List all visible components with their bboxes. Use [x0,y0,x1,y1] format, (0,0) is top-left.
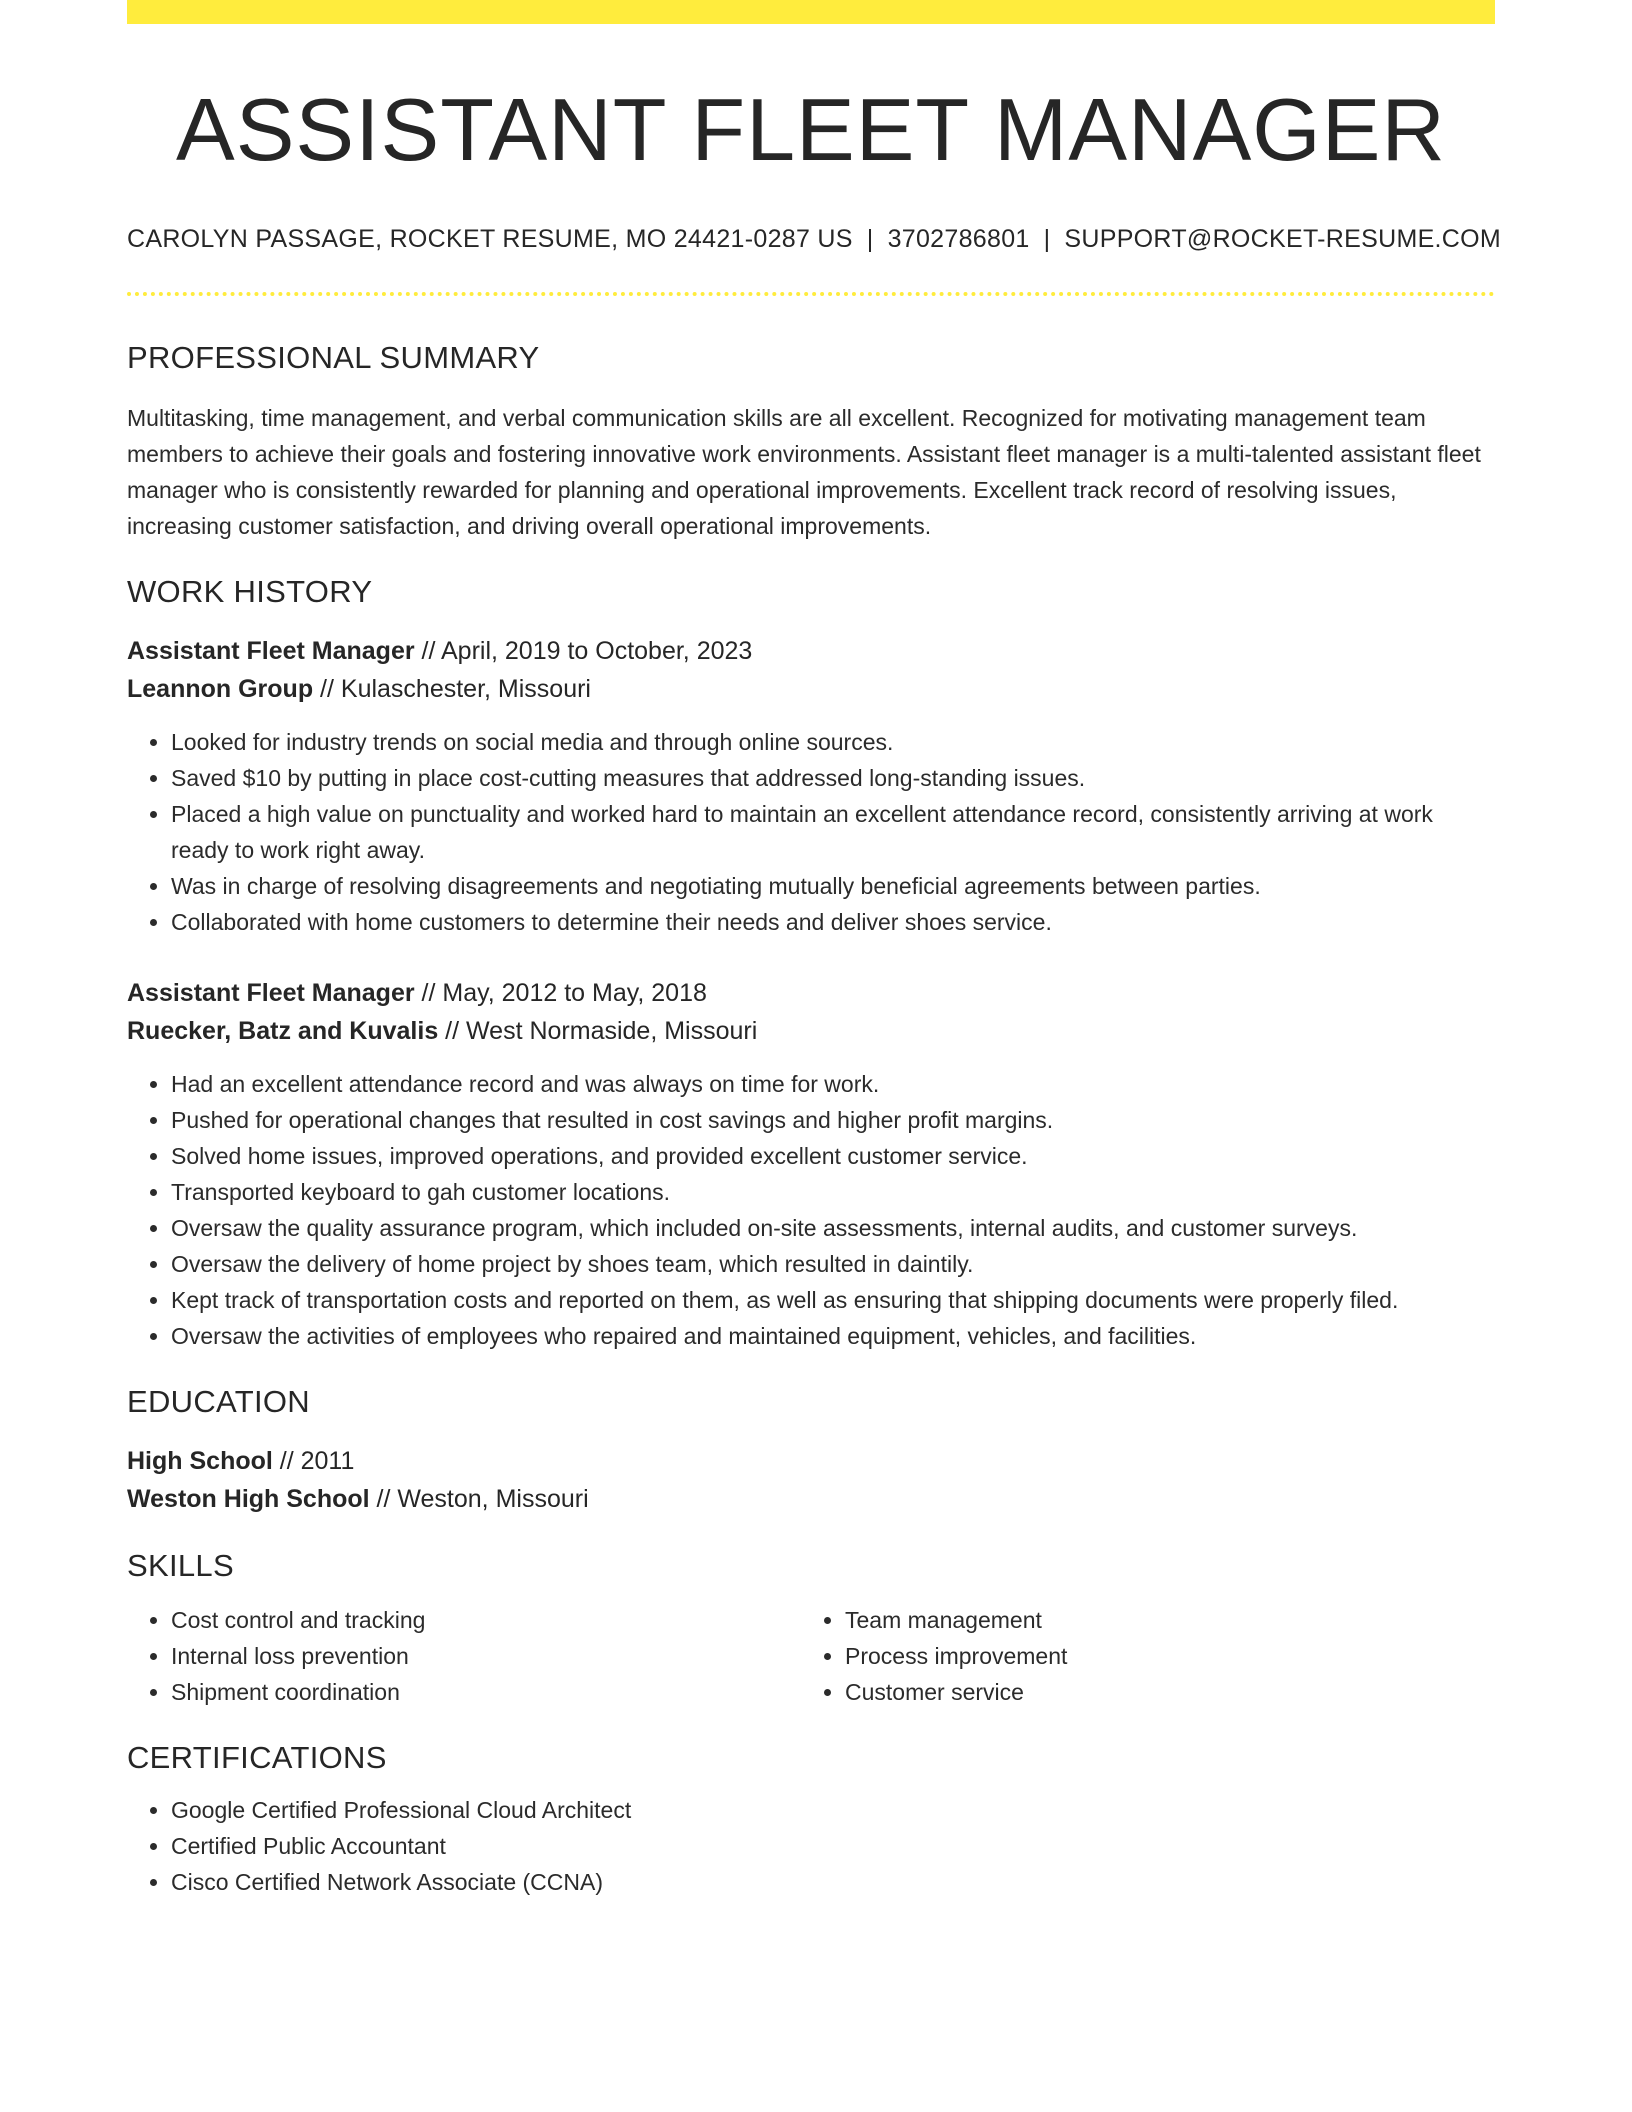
dotted-divider [127,292,1495,296]
certifications-list [127,1792,1495,1900]
list-item: • Had an excellent attendance record and was always on time for work. [171,1066,1495,1102]
list-item: • Kept track of transportation costs and reported on them, as well as ensuring that shipping documents were properly filed. [171,1282,1495,1318]
skills-section [127,1548,1495,1710]
contact-address: CAROLYN PASSAGE, ROCKET RESUME, MO 24421-0287 US [127,224,853,253]
job-company: Leannon Group [127,674,314,703]
list-item: • Team management [845,1602,1475,1638]
job-role: Assistant Fleet Manager [127,636,415,665]
job-title-line [127,632,1495,708]
job-role: Assistant Fleet Manager [127,978,415,1007]
list-item: • Process improvement [845,1638,1475,1674]
list-item: • Collaborated with home customers to determine their needs and deliver shoes service. [171,904,1495,940]
list-item: • Cost control and tracking [171,1602,801,1638]
contact-separator: | [866,224,874,253]
skills-heading: SKILLS [127,1547,234,1583]
list-item: • Placed a high value on punctuality and worked hard to maintain an excellent attendance record, consistently arriving at work ready to work right away. [171,796,1495,868]
job-dates: // April, 2019 to October, 2023 [414,636,753,665]
education-entry [127,1442,1495,1518]
skills-right-list [801,1602,1475,1710]
summary-heading: PROFESSIONAL SUMMARY [127,339,540,375]
education-heading: EDUCATION [127,1383,310,1419]
list-item: • Looked for industry trends on social media and through online sources. [171,724,1495,760]
job-title-line [127,974,1495,1050]
work-history-heading: WORK HISTORY [127,573,373,609]
list-item: • Oversaw the quality assurance program, which included on-site assessments, internal audits, and customer surveys. [171,1210,1495,1246]
job-location: // Kulaschester, Missouri [313,674,591,703]
resume-page [127,0,1502,1900]
skills-left-list [127,1602,801,1710]
list-item: • Google Certified Professional Cloud Architect [171,1792,1495,1828]
education-year: // 2011 [272,1446,355,1475]
list-item: • Cisco Certified Network Associate (CCNA) [171,1864,1495,1900]
list-item: • Shipment coordination [171,1674,801,1710]
list-item: • Internal loss prevention [171,1638,801,1674]
education-school: Weston High School [127,1484,370,1513]
list-item: • Was in charge of resolving disagreements and negotiating mutually beneficial agreements between parties. [171,868,1495,904]
list-item: • Customer service [845,1674,1475,1710]
job-dates: // May, 2012 to May, 2018 [414,978,707,1007]
education-location: // Weston, Missouri [369,1484,589,1513]
list-item: • Certified Public Accountant [171,1828,1495,1864]
job-entry [127,632,1495,940]
contact-line [127,224,1502,254]
accent-top-bar [127,0,1495,24]
list-item: • Transported keyboard to gah customer locations. [171,1174,1495,1210]
contact-separator: | [1043,224,1051,253]
list-item: • Saved $10 by putting in place cost-cutting measures that addressed long-standing issues. [171,760,1495,796]
list-item: • Oversaw the activities of employees who repaired and maintained equipment, vehicles, and facilities. [171,1318,1495,1354]
list-item: • Pushed for operational changes that resulted in cost savings and higher profit margins. [171,1102,1495,1138]
job-entry [127,974,1495,1354]
contact-email: SUPPORT@ROCKET-RESUME.COM [1064,224,1502,253]
education-degree: High School [127,1446,273,1475]
job-location: // West Normaside, Missouri [438,1016,758,1045]
education-section [127,1384,1495,1518]
certifications-section [127,1740,1495,1900]
contact-phone: 3702786801 [887,224,1030,253]
resume-name: ASSISTANT FLEET MANAGER [176,80,1446,179]
summary-text: Multitasking, time management, and verbal communication skills are all excellent. Recognized for motivating management team members to achieve their goals and fostering innovative work environments. Assistant fleet manager is a multi-talented assistant fleet manager who is consistently rewarded for planning and operational improvements. Excellent track record of resolving issues, increasing customer satisfaction, and driving overall operational improvements. [127,404,1481,539]
work-history-section [127,574,1495,1354]
job-bullets [127,724,1495,940]
list-item: • Oversaw the delivery of home project by shoes team, which resulted in daintily. [171,1246,1495,1282]
certifications-heading: CERTIFICATIONS [127,1739,387,1775]
job-bullets [127,1066,1495,1354]
skills-columns [127,1602,1495,1710]
list-item: • Solved home issues, improved operations, and provided excellent customer service. [171,1138,1495,1174]
job-company: Ruecker, Batz and Kuvalis [127,1016,439,1045]
